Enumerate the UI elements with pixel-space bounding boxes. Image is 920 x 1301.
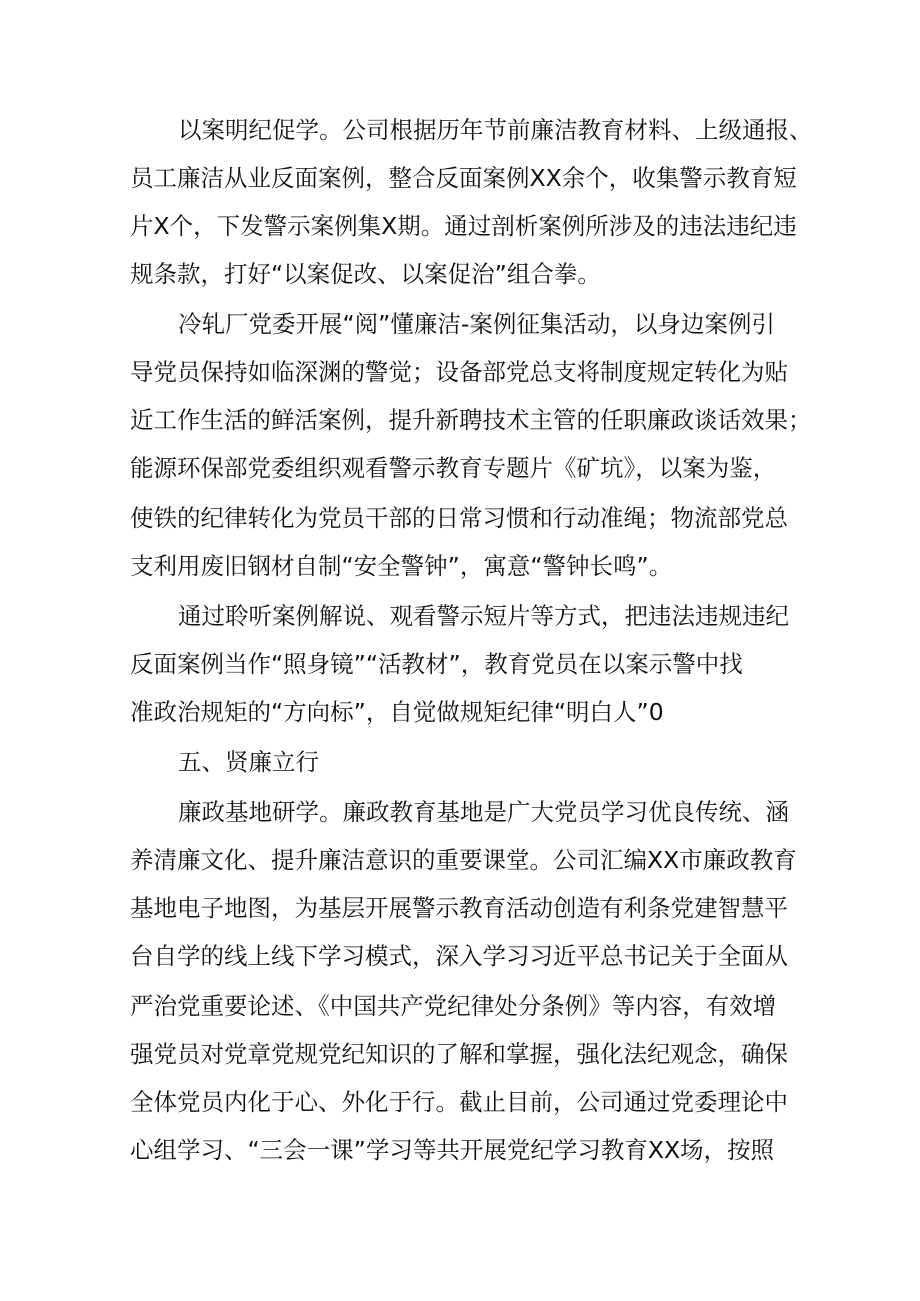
text-line-12: 反面案例当作“照身镜”“活教材”，教育党员在以案示警中找 — [130, 650, 743, 678]
text-line-1: 以案明纪促学。公司根据历年节前廉洁教育材料、上级通报、 — [178, 116, 813, 144]
text-line-11: 通过聆听案例解说、观看警示短片等方式，把违法违规违纪 — [178, 602, 789, 630]
text-line-16: 养清廉文化、提升廉洁意识的重要课堂。公司汇编XX市廉政教育 — [130, 846, 797, 874]
text-line-7: 近工作生活的鲜活案例，提升新聘技术主管的任职廉政谈话效果； — [130, 406, 812, 434]
text-line-20: 强党员对党章党规党纪知识的了解和掌握，强化法纪观念，确保 — [130, 1040, 788, 1068]
text-line-15: 廉政基地研学。廉政教育基地是广大党员学习优良传统、涵 — [178, 798, 789, 826]
text-line-22: 心组学习、“三会一课”学习等共开展党纪学习教育XX场，按照 — [130, 1136, 775, 1164]
text-line-8: 能源环保部党委组织观看警示教育专题片《矿坑》，以案为鉴， — [130, 454, 777, 482]
text-line-21: 全体党员内化于心、外化于行。截止目前，公司通过党委理论中 — [130, 1088, 788, 1116]
text-line-19: 严治党重要论述、《中国共产党纪律处分条例》等内容，有效增 — [130, 992, 777, 1020]
text-line-10: 支利用废旧钢材自制“安全警钟”，寓意“警钟长鸣”。 — [130, 552, 673, 580]
text-line-18: 台自学的线上线下学习模式，深入学习习近平总书记关于全面从 — [130, 942, 788, 970]
text-line-6: 导党员保持如临深渊的警觉；设备部党总支将制度规定转化为贴 — [130, 358, 788, 386]
text-line-3: 片X个，下发警示案例集X期。通过剖析案例所涉及的违法违纪违 — [130, 212, 797, 240]
text-line-5: 冷轧厂党委开展“阅”懂廉洁-案例征集活动，以身边案例引 — [178, 310, 775, 338]
text-line-13: 准政治规矩的“方向标”，自觉做规矩纪律“明白人”0 — [130, 698, 664, 726]
text-line-17: 基地电子地图，为基层开展警示教育活动创造有利条党建智慧平 — [130, 894, 788, 922]
text-line-9: 使铁的纪律转化为党员干部的日常习惯和行动准绳；物流部党总 — [130, 504, 788, 532]
text-line-2: 员工廉洁从业反面案例，整合反面案例XX余个，收集警示教育短 — [130, 164, 797, 192]
text-line-4: 规条款，打好“以案促改、以案促治”组合拳。 — [130, 260, 601, 288]
section-heading: 五、贤廉立行 — [178, 748, 319, 776]
